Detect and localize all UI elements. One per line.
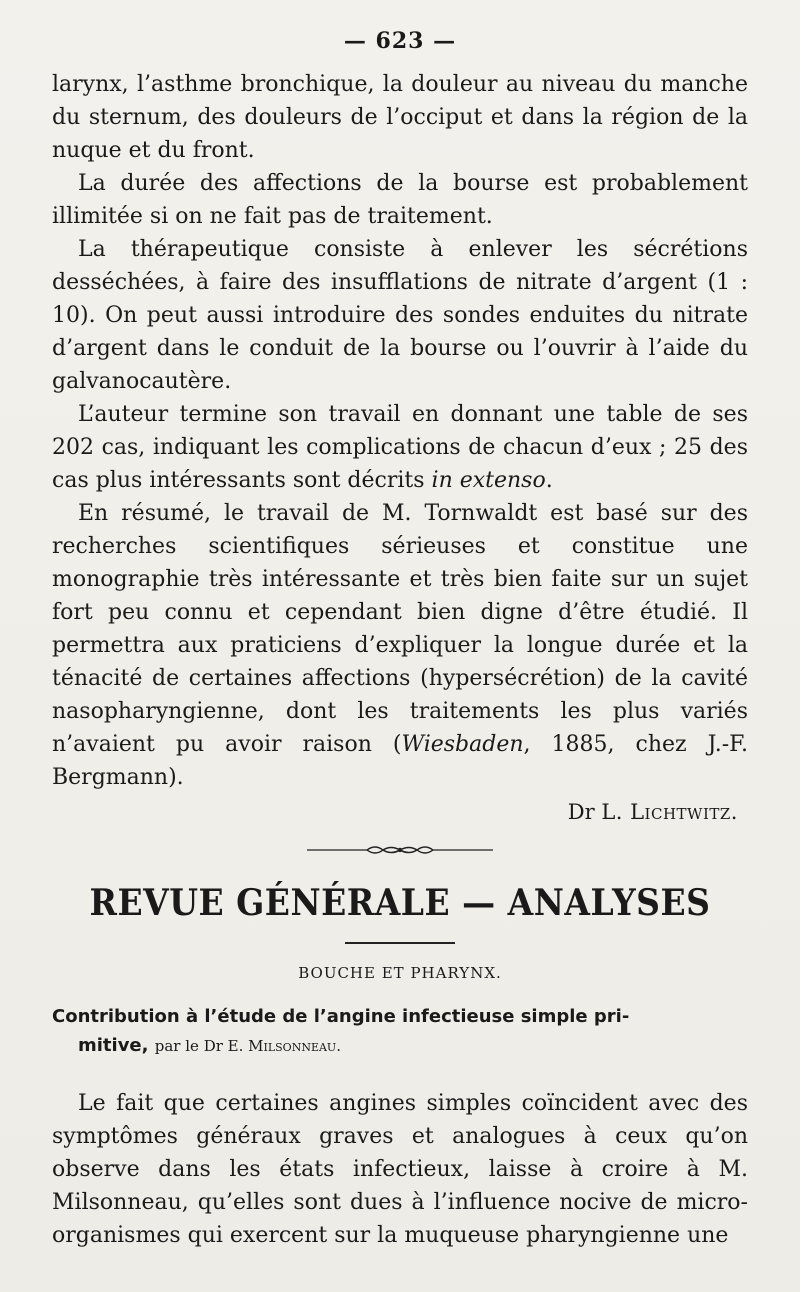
paragraph-1: larynx, l’asthme bronchique, la douleur au niveau du manche du sternum, des douleurs de l’occiput et dans la région de la nuque et du front. — [52, 72, 748, 163]
article-body — [52, 1087, 748, 1252]
paragraph-5 — [52, 497, 748, 794]
article-heading — [52, 1002, 748, 1061]
paragraph-5-italic: Wiesbaden — [401, 732, 524, 757]
article-title-line-2: mitive, — [78, 1035, 149, 1056]
review-body — [52, 68, 748, 794]
ornamental-divider — [52, 843, 748, 857]
article-byline — [155, 1037, 341, 1055]
signature-name: L. Lichtwitz. — [601, 800, 738, 824]
section-title: REVUE GÉNÉRALE — ANALYSES — [89, 881, 711, 924]
ornament-icon — [305, 843, 495, 857]
paragraph-4-end: . — [545, 468, 553, 493]
subsection-heading: BOUCHE ET PHARYNX. — [298, 964, 502, 982]
article-title-line-1: Contribution à l’étude de l’angine infectieuse simple pri- — [52, 1006, 630, 1027]
paragraph-4 — [52, 398, 748, 497]
byline-prefix: par le Dr — [154, 1037, 228, 1055]
page-number: — 623 — — [343, 28, 457, 54]
paragraph-4-text: L’auteur termine son travail en donnant une table de ses 202 cas, indiquant les complications de chacun d’eux ; 25 des cas plus intéressants sont décrits — [52, 402, 748, 493]
signature-prefix: Dr — [567, 800, 602, 824]
paragraph-4-italic: in extenso — [431, 468, 546, 493]
paragraph-2: La durée des affections de la bourse est probablement illimitée si on ne fait pas de traitement. — [52, 171, 748, 229]
article-title-line-2-wrap — [52, 1031, 748, 1061]
author-signature — [52, 796, 738, 829]
paragraph-3: La thérapeutique consiste à enlever les sécrétions desséchées, à faire des insufflations de nitrate d’argent (1 : 10). On peut aussi introduire des sondes enduites du nitrate d’argent dans le conduit de la bourse ou l’ouvrir à l’aide du galvanocautère. — [52, 237, 748, 394]
paragraph-5-text: En résumé, le travail de M. Tornwaldt est basé sur des recherches scientifiques sérieuses et constitue une monographie très intéressante et très bien faite sur un sujet fort peu connu et cependant bien digne d’être étudié. Il permettra aux praticiens d’expliquer la longue durée et la ténacité de certaines affections (hypersécrétion) de la cavité nasopharyngienne, dont les traitements les plus variés n’avaient pu avoir raison ( — [52, 501, 748, 757]
paragraph-5-end: , 1885, chez J.-F. Bergmann). — [52, 732, 748, 790]
byline-name: E. Milsonneau. — [227, 1037, 341, 1055]
title-rule — [345, 942, 455, 944]
article-paragraph: Le fait que certaines angines simples coïncident avec des symptômes généraux graves et analogues à ceux qu’on observe dans les états infectieux, laisse à croire à M. Milsonneau, qu’elles sont dues à l’influence nocive de micro-organismes qui exercent sur la muqueuse pharyngienne une — [52, 1091, 748, 1248]
